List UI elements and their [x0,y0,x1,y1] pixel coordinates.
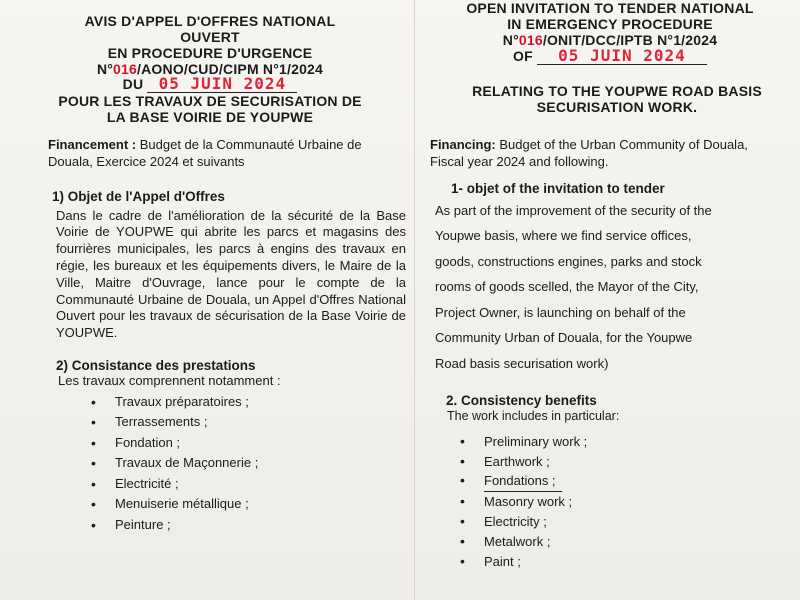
french-date-label: DU [122,76,144,92]
french-financing-label: Financement : [48,137,137,152]
list-item: • Electricity ; [457,512,795,532]
french-section1-text: Dans le cadre de l'amélioration de la sécurité de la Base Voirie de YOUPWE qui abrite les parcs et magasins des fourrières municipales, les parcs à engins des travaux en régie, les bureaux et les équipements divers, le Maire de la Ville, Maitre d'Ouvrage, lance pour le compte de la Communauté Urbaine de Douala, un Appel d'Offres National Ouvert pour les travaux de sécurisation de la Base Voirie de YOUPWE. [56,207,406,341]
english-financing [425,137,795,171]
column-divider [414,0,415,600]
list-item: • Earthwork ; [457,452,795,472]
list-item: • Travaux de Maçonnerie ; [88,453,410,474]
english-section1-line: Road basis securisation work) [435,355,609,371]
english-section1-line: goods, constructions engines, parks and stock [435,253,702,269]
english-title [425,0,795,65]
french-subject-line: LA BASE VOIRIE DE YOUPWE [106,109,314,125]
english-section1-heading: 1- objet of the invitation to tender [451,180,665,196]
french-subject-line: POUR LES TRAVAUX DE SECURISATION DE [58,93,362,109]
list-item: • Paint ; [457,552,795,572]
french-date-stamp: 05 JUIN 2024 [158,74,287,93]
french-section2-intro: Les travaux comprennent notamment : [58,372,281,388]
english-section1-text [425,198,795,377]
english-subject [425,83,795,115]
english-section1-line: Youpwe basis, where we find service offices, [435,228,692,244]
french-financing [10,137,410,171]
french-reference: N°016/AONO/CUD/CIPM N°1/2024 [96,61,324,77]
english-section2-heading: 2. Consistency benefits [446,393,597,409]
list-item: • Fondations ; [457,471,795,492]
english-section1-line: As part of the improvement of the security of the [435,202,712,218]
list-item: • Electricité ; [88,474,410,495]
english-date-label: OF [513,48,533,64]
english-section2-intro: The work includes in particular: [447,409,620,424]
french-section1-heading: 1) Objet de l'Appel d'Offres [52,188,225,204]
english-reference: N°016/ONIT/DCC/IPTB N°1/2024 [502,32,718,48]
list-item: • Preliminary work ; [457,432,795,452]
french-title-line: OUVERT [180,29,240,45]
english-section1-line: Community Urban of Douala, for the Youpwe [435,330,693,346]
french-ref-number: 016 [113,61,138,77]
french-column [10,0,410,535]
list-item: • Masonry work ; [457,492,795,512]
english-date-stamp: 05 JUIN 2024 [558,46,686,65]
english-section1-line: rooms of goods scelled, the Mayor of the City, [435,279,699,295]
english-subject-line: SECURISATION WORK. [536,99,698,115]
list-item: • Menuiserie métallique ; [88,494,410,515]
list-item: • Travaux préparatoires ; [88,392,410,413]
list-item: • Fondation ; [88,433,410,454]
english-section1-line: Project Owner, is launching on behalf of the [435,304,686,320]
english-financing-label: Financing: [430,137,496,152]
french-financing-text: Budget de la Communauté Urbaine de Douala, Exercice 2024 et suivants [48,137,362,169]
list-item: • Terrassements ; [88,412,410,433]
english-date-line [425,48,795,65]
french-date-line [10,76,410,93]
french-section2-heading: 2) Consistance des prestations [56,357,256,373]
list-item: • Peinture ; [88,515,410,536]
english-title-line: IN EMERGENCY PROCEDURE [507,16,713,32]
french-title-line: EN PROCEDURE D'URGENCE [107,45,313,61]
french-title-line: AVIS D'APPEL D'OFFRES NATIONAL [84,13,336,29]
list-item: • Metalwork ; [457,532,795,552]
english-subject-line: RELATING TO THE YOUPWE ROAD BASIS [472,83,762,99]
english-title-line: OPEN INVITATION TO TENDER NATIONAL [466,0,754,16]
english-financing-text: Budget of the Urban Community of Douala, Fiscal year 2024 and following. [430,137,748,169]
english-works-list [425,432,795,572]
english-ref-number: 016 [518,32,543,48]
french-title [10,13,410,125]
english-column [425,0,795,571]
french-works-list [10,392,410,536]
